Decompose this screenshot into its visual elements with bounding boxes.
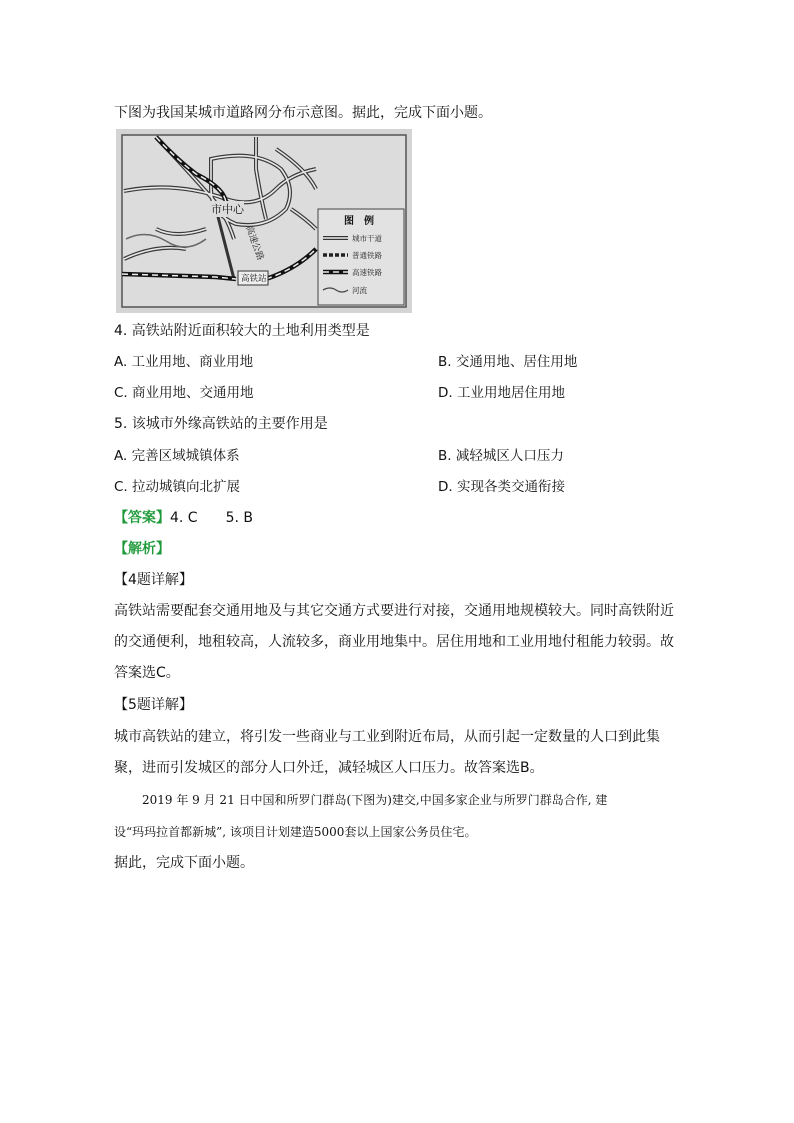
answer-label: 【答案】 xyxy=(114,510,170,526)
road-network-map xyxy=(116,129,412,313)
station-label: 高铁站 xyxy=(241,274,267,284)
q4-option-c: C. 商业用地、交通用地 xyxy=(114,385,254,401)
legend-item: 河流 xyxy=(352,286,367,295)
q4-stem: 4. 高铁站附近面积较大的土地利用类型是 xyxy=(114,323,370,339)
q4-option-a: A. 工业用地、商业用地 xyxy=(114,354,254,370)
q4-option-b: B. 交通用地、居住用地 xyxy=(438,354,578,370)
passage-line2: 设“玛玛拉首都新城”, 该项目计划建造5000套以上国家公务员住宅。 xyxy=(114,825,477,839)
q4-option-d: D. 工业用地居住用地 xyxy=(438,385,565,401)
followup-text: 据此，完成下面小题。 xyxy=(114,855,254,871)
map-legend xyxy=(318,209,404,305)
answer-text: 4. C 5. B xyxy=(170,510,253,526)
q5-option-a: A. 完善区域城镇体系 xyxy=(114,448,240,464)
intro-text: 下图为我国某城市道路网分布示意图。据此，完成下面小题。 xyxy=(114,105,492,121)
passage-line1: 2019 年 9 月 21 日中国和所罗门群岛(下图为)建交,中国多家企业与所罗门群岛合作, 建 xyxy=(142,793,608,807)
q5-stem: 5. 该城市外缘高铁站的主要作用是 xyxy=(114,416,328,432)
analysis-label xyxy=(114,539,170,559)
q5-option-d: D. 实现各类交通衔接 xyxy=(438,479,565,495)
q5-option-c: C. 拉动城镇向北扩展 xyxy=(114,479,241,495)
detail5-label: 【5题详解】 xyxy=(114,697,193,713)
detail4-text: 高铁站需要配套交通用地及与其它交通方式要进行对接，交通用地规模较大。同时高铁附近的交通便利，地租较高，人流较多，商业用地集中。居住用地和工业用地付租能力较弱。故答案选C。 xyxy=(114,603,674,681)
analysis-tag: 【解析】 xyxy=(114,541,170,557)
detail4-label: 【4题详解】 xyxy=(114,572,193,588)
detail5-text: 城市高铁站的建立，将引发一些商业与工业到附近布局，从而引起一定数量的人口到此集聚，进而引发城区的部分人口外迁，减轻城区人口压力。故答案选B。 xyxy=(114,729,660,776)
legend-item: 高速铁路 xyxy=(352,268,382,277)
legend-item: 城市干道 xyxy=(352,234,382,243)
city-center-label: 市中心 xyxy=(211,203,244,216)
highway-label: 高速公路 xyxy=(243,224,265,262)
answer-line xyxy=(114,508,253,528)
legend-item: 普通铁路 xyxy=(352,251,382,260)
legend-title: 图 例 xyxy=(344,216,374,227)
q5-option-b: B. 减轻城区人口压力 xyxy=(438,448,564,464)
